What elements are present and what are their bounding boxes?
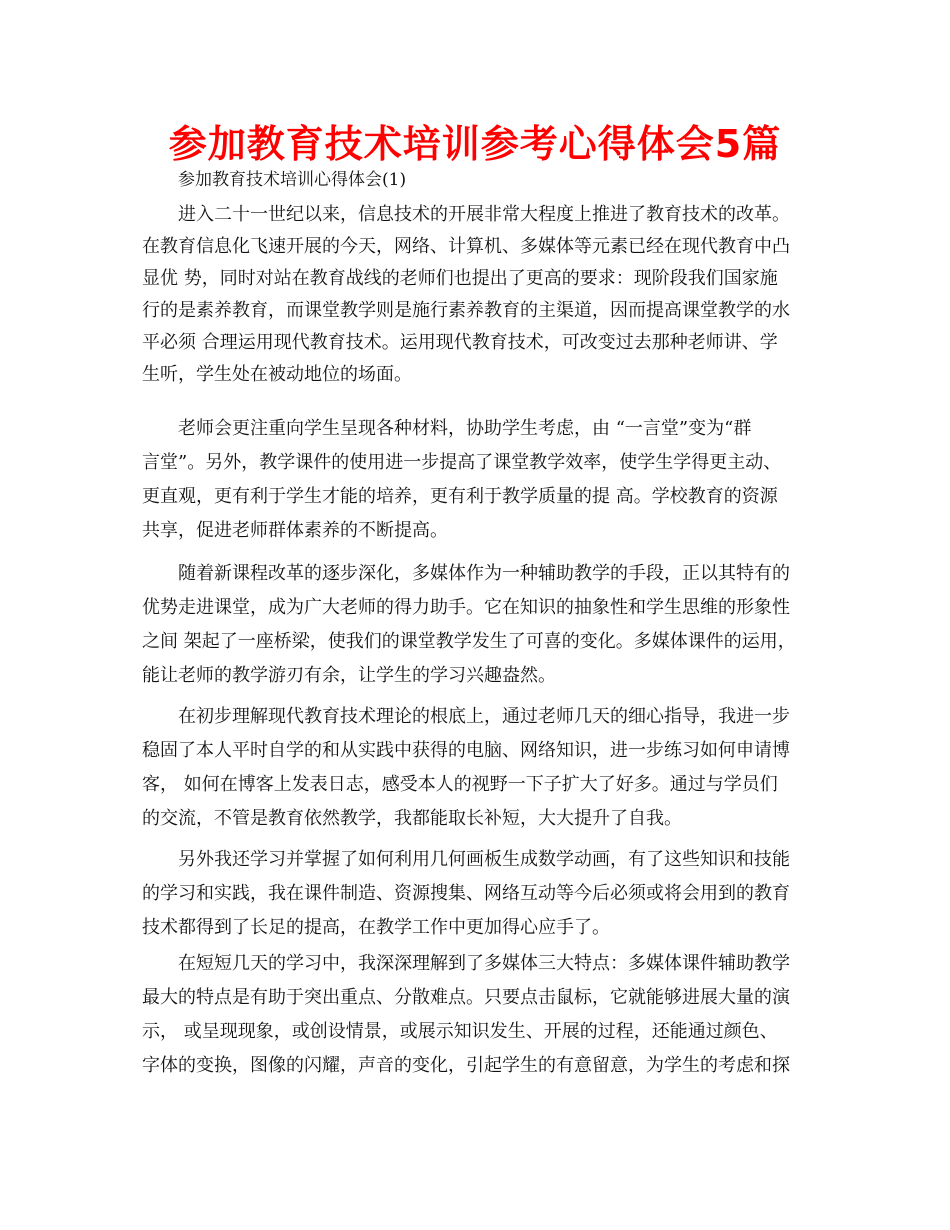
text-line: 优势走进课堂，成为广大老师的得力助手。它在知识的抽象性和学生思维的形象性 [142,597,790,618]
text-line: 示， 或呈现现象，或创设情景，或展示知识发生、开展的过程，还能通过颜色、 [142,1021,778,1042]
text-line: 的交流，不管是教育依然教学，我都能取长补短，大大提升了自我。 [142,808,682,829]
text-line: 老师会更注重向学生呈现各种材料，协助学生考虑，由 “一言堂”变为“群 [178,418,752,439]
text-line: 在初步理解现代教育技术理论的根底上，通过老师几天的细心指导，我进一步 [178,706,790,727]
text-line: 能让老师的教学游刃有余，让学生的学习兴趣盎然。 [142,665,556,686]
text-line: 言堂”。另外，教学课件的使用进一步提高了课堂教学效率，使学生学得更主动、 [142,452,782,473]
text-line: 稳固了本人平时自学的和从实践中获得的电脑、网络知识，进一步练习如何申请博 [142,740,790,761]
text-line: 技术都得到了长足的提高，在教学工作中更加得心应手了。 [142,917,610,938]
section-heading: 参加教育技术培训心得体会(1) [178,170,407,190]
text-line: 平必须 合理运用现代教育技术。运用现代教育技术，可改变过去那种老师讲、学 [142,332,778,353]
text-line: 在短短几天的学习中，我深深理解到了多媒体三大特点：多媒体课件辅助教学 [178,953,790,974]
text-line: 最大的特点是有助于突出重点、分散难点。只要点击鼠标，它就能够进展大量的演 [142,987,790,1008]
text-line: 的学习和实践，我在课件制造、资源搜集、网络互动等今后必须或将会用到的教育 [142,883,790,904]
text-line: 共享，促进老师群体素养的不断提高。 [142,520,448,541]
text-line: 进入二十一世纪以来，信息技术的开展非常大程度上推进了教育技术的改革。 [178,204,790,225]
text-line: 另外我还学习并掌握了如何利用几何画板生成数学动画，有了这些知识和技能 [178,849,790,870]
document-title: 参加教育技术培训参考心得体会5篇 [168,122,782,166]
text-line: 更直观，更有利于学生才能的培养，更有利于教学质量的提 高。学校教育的资源 [142,486,778,507]
text-line: 字体的变换，图像的闪耀，声音的变化，引起学生的有意留意，为学生的考虑和探 [142,1055,790,1076]
text-line: 行的是素养教育，而课堂教学则是施行素养教育的主渠道，因而提高课堂教学的水 [142,300,790,321]
text-line: 之间 架起了一座桥梁，使我们的课堂教学发生了可喜的变化。多媒体课件的运用， [142,631,796,652]
text-line: 在教育信息化飞速开展的今天，网络、计算机、多媒体等元素已经在现代教育中凸 [142,236,790,257]
text-line: 显优 势，同时对站在教育战线的老师们也提出了更高的要求：现阶段我们国家施 [142,268,778,289]
text-line: 随着新课程改革的逐步深化，多媒体作为一种辅助教学的手段，正以其特有的 [178,563,790,584]
text-line: 生听，学生处在被动地位的场面。 [142,364,412,385]
text-line: 客， 如何在博客上发表日志，感受本人的视野一下子扩大了好多。通过与学员们 [142,774,778,795]
